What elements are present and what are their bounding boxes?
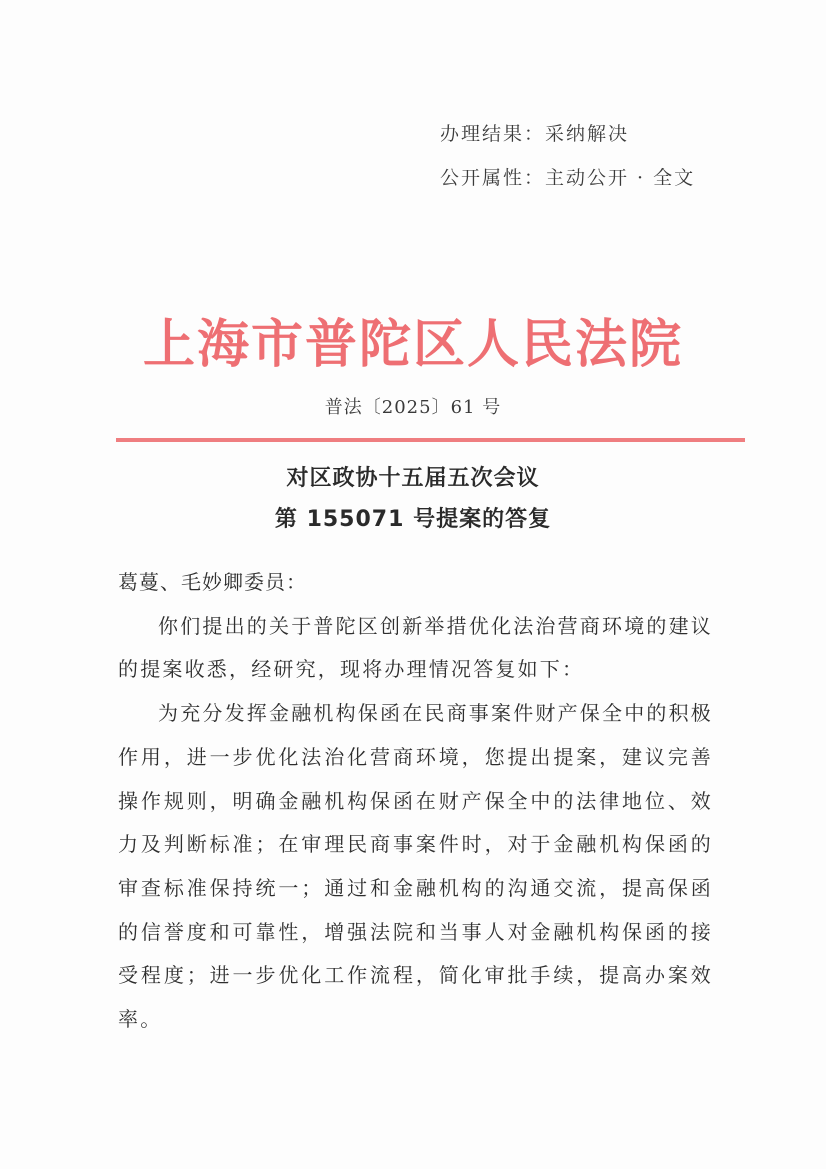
handling-result: 办理结果：采纳解决 (440, 123, 630, 145)
document-body (118, 561, 713, 1042)
document-meta (440, 112, 695, 200)
title-line-1: 对区政协十五届五次会议 (286, 466, 540, 491)
document-number: 普法〔2025〕61 号 (324, 397, 502, 418)
body-paragraph: 为充分发挥金融机构保函在民商事案件财产保全中的积极作用，进一步优化法治化营商环境，您提出提案，建议完善操作规则，明确金融机构保函在财产保全中的法律地位、效力及判断标准；在审理民商事案件时，对于金融机构保函的审查标准保持统一；通过和金融机构的沟通交流，提高保函的信誉度和可靠性，增强法院和当事人对金融机构保函的接受程度；进一步优化工作流程，简化审批手续，提高办案效率。 (118, 701, 713, 1032)
body-paragraph: 你们提出的关于普陀区创新举措优化法治营商环境的建议的提案收悉，经研究，现将办理情况答复如下： (118, 613, 713, 682)
salutation: 葛蔓、毛妙卿委员： (118, 570, 307, 594)
red-divider-line (116, 438, 745, 442)
disclosure-attribute: 公开属性：主动公开 · 全文 (440, 167, 696, 189)
title-line-2: 第 155071 号提案的答复 (274, 507, 552, 532)
document-title (0, 458, 826, 540)
issuer-heading: 上海市普陀区人民法院 (142, 314, 683, 375)
